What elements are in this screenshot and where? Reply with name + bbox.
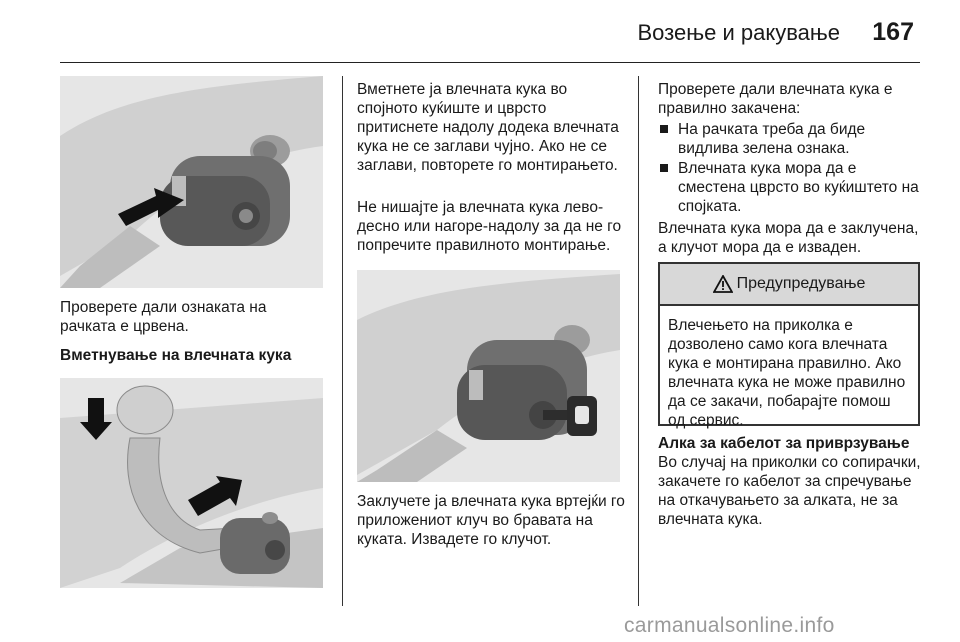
- column-divider-2: [638, 76, 639, 606]
- bullet-text: Влечната кука мора да е сместена цврсто во куќиштето на спојката.: [678, 160, 919, 215]
- warning-title: Предупредување: [736, 275, 866, 292]
- paragraph-do-not-swing: Не нишајте ја влечната кука лево-десно или нагоре-надолу за да не го попречите правилното монтирање.: [357, 199, 622, 254]
- bullet-seated-firmly: [658, 159, 923, 216]
- tow-bar-lock-key-illustration: [357, 270, 620, 482]
- paragraph-insert-instructions: Вметнете ја влечната кука во спојното куќиште и цврсто притиснете надолу додека влечната кука не се заглави чујно. Ако не се заглави, повторете го монтирањето.: [357, 81, 619, 174]
- warning-text: Влечењето на приколка е дозволено само кога влечната кука е монтирана правилно. Ако влечната кука не може правилно да се закачи, побарајте помош од сервис.: [668, 317, 906, 429]
- bullet-square-icon: [660, 125, 668, 133]
- bullet-square-icon: [660, 164, 668, 172]
- page-number: 167: [872, 18, 914, 46]
- paragraph-must-be-locked: Влечната кука мора да е заклучена, а клучот мора да е изваден.: [658, 220, 919, 256]
- paragraph-cable-eye: Во случај на приколки со сопирачки, закачете го кабелот за спречување на откачувањето за алката, не за влечната кука.: [658, 454, 921, 528]
- tow-bar-handle-illustration: [60, 76, 323, 288]
- tow-bar-insertion-illustration: [60, 378, 323, 588]
- heading-insert-tow-bar: Вметнување на влечната кука: [60, 347, 292, 364]
- paragraph-lock-and-remove-key: Заклучете ја влечната кука вртејќи го приложениот клуч во бравата на куката. Извадете го клучот.: [357, 493, 625, 548]
- warning-triangle-icon: [713, 275, 733, 293]
- watermark: carmanualsonline.info: [624, 614, 835, 637]
- column-divider-1: [342, 76, 343, 606]
- bullet-text: На рачката треба да биде видлива зелена ознака.: [678, 121, 866, 157]
- warning-header: [660, 264, 918, 306]
- heading-cable-eye: Алка за кабелот за приврзување: [658, 435, 910, 452]
- paragraph-check-handle-red: Проверете дали ознаката на рачката е црвена.: [60, 299, 267, 335]
- bullet-green-mark: [658, 120, 923, 158]
- paragraph-check-engaged: Проверете дали влечната кука е правилно закачена:: [658, 81, 893, 117]
- warning-box: [658, 262, 920, 429]
- header-rule: [60, 62, 920, 63]
- header-title: Возење и ракување: [637, 20, 840, 45]
